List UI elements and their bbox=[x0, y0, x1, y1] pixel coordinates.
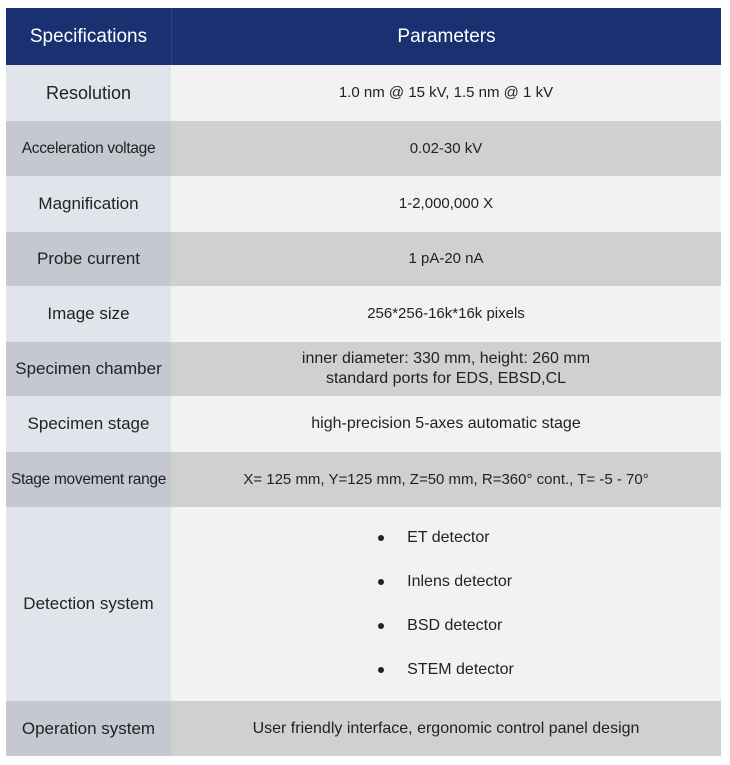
table-row bbox=[6, 701, 721, 756]
param-value: User friendly interface, ergonomic control panel design bbox=[252, 719, 640, 737]
bullet-icon bbox=[378, 579, 384, 585]
list-item: STEM detector bbox=[378, 648, 514, 692]
param-line: inner diameter: 330 mm, height: 260 mm bbox=[301, 350, 591, 367]
table-row bbox=[6, 507, 721, 701]
table-row bbox=[6, 176, 721, 232]
table-header bbox=[6, 8, 721, 65]
table-row bbox=[6, 65, 721, 121]
spec-label: Resolution bbox=[6, 65, 171, 121]
table-row bbox=[6, 232, 721, 286]
param-value: 1-2,000,000 X bbox=[398, 195, 494, 212]
header-parameters: Parameters bbox=[171, 8, 721, 65]
param-line: standard ports for EDS, EBSD,CL bbox=[325, 370, 567, 387]
param-value: 0.02-30 kV bbox=[409, 139, 483, 157]
list-item: BSD detector bbox=[378, 604, 514, 648]
bullet-icon bbox=[378, 623, 384, 629]
param-value: high-precision 5-axes automatic stage bbox=[311, 415, 581, 432]
table-row bbox=[6, 452, 721, 507]
param-value: 1 pA-20 nA bbox=[408, 250, 484, 267]
list-item: Inlens detector bbox=[378, 560, 514, 604]
table-row bbox=[6, 396, 721, 452]
spec-label: Probe current bbox=[6, 232, 171, 286]
spec-label: Operation system bbox=[6, 701, 171, 756]
table-row bbox=[6, 342, 721, 396]
header-specifications: Specifications bbox=[29, 25, 148, 47]
param-value bbox=[171, 342, 721, 396]
param-value: X= 125 mm, Y=125 mm, Z=50 mm, R=360° cont., T= -5 - 70° bbox=[243, 470, 649, 488]
param-value bbox=[171, 507, 721, 701]
table-row bbox=[6, 286, 721, 342]
spec-label: Specimen stage bbox=[6, 396, 171, 452]
bullet-icon bbox=[378, 535, 384, 541]
table-row bbox=[6, 121, 721, 176]
param-value: 256*256-16k*16k pixels bbox=[367, 305, 525, 322]
spec-label: Specimen chamber bbox=[6, 342, 171, 396]
spec-label: Stage movement range bbox=[6, 452, 171, 507]
specifications-table bbox=[6, 8, 721, 756]
spec-label: Image size bbox=[6, 286, 171, 342]
detector-list bbox=[378, 516, 514, 692]
list-item: ET detector bbox=[378, 516, 514, 560]
spec-label: Detection system bbox=[6, 507, 171, 701]
bullet-icon bbox=[378, 667, 384, 673]
spec-label: Acceleration voltage bbox=[6, 121, 171, 176]
param-value: 1.0 nm @ 15 kV, 1.5 nm @ 1 kV bbox=[338, 84, 554, 101]
spec-label: Magnification bbox=[6, 176, 171, 232]
